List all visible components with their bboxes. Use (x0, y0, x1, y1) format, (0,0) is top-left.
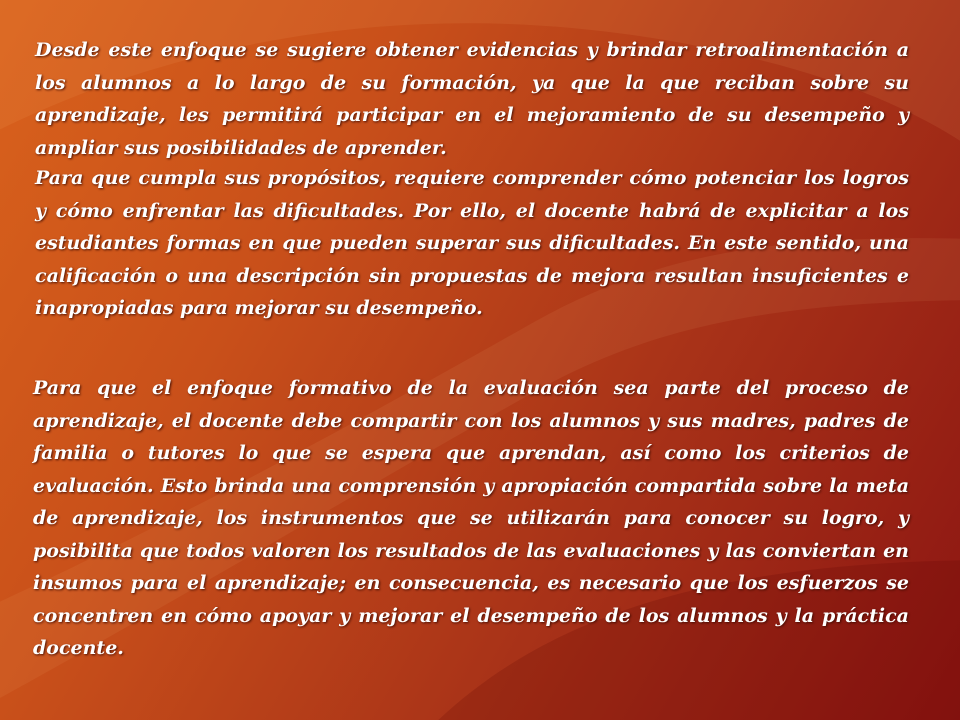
paragraph-propositos: Para que cumpla sus propósitos, requiere comprender cómo potenciar los logros y cómo enfrentar las dificultades. Por ello, el docente habrá de explicitar a los estudiantes formas en que pueden superar sus dificultades. En este sentido, una calificación o una descripción sin propuestas de mejora resultan insuficientes e inapropiadas para mejorar su desempeño. (35, 167, 909, 319)
paragraph-enfoque-formativo: Para que el enfoque formativo de la evaluación sea parte del proceso de aprendizaje, el docente debe compartir con los alumnos y sus madres, padres de familia o tutores lo que se espera que aprendan, así como los criterios de evaluación. Esto brinda una comprensión y apropiación compartida sobre la meta de aprendizaje, los instrumentos que se utilizarán para conocer su logro, y posibilita que todos valoren los resultados de las evaluaciones y las conviertan en insumos para el aprendizaje; en consecuencia, es necesario que los esfuerzos se concentren en cómo apoyar y mejorar el desempeño de los alumnos y la práctica docente. (33, 377, 909, 659)
paragraph-retroalimentacion: Desde este enfoque se sugiere obtener evidencias y brindar retroalimentación a los alumnos a lo largo de su formación, ya que la que reciban sobre su aprendizaje, les permitirá participar en el mejoramiento de su desempeño y ampliar sus posibilidades de aprender. (35, 39, 909, 159)
